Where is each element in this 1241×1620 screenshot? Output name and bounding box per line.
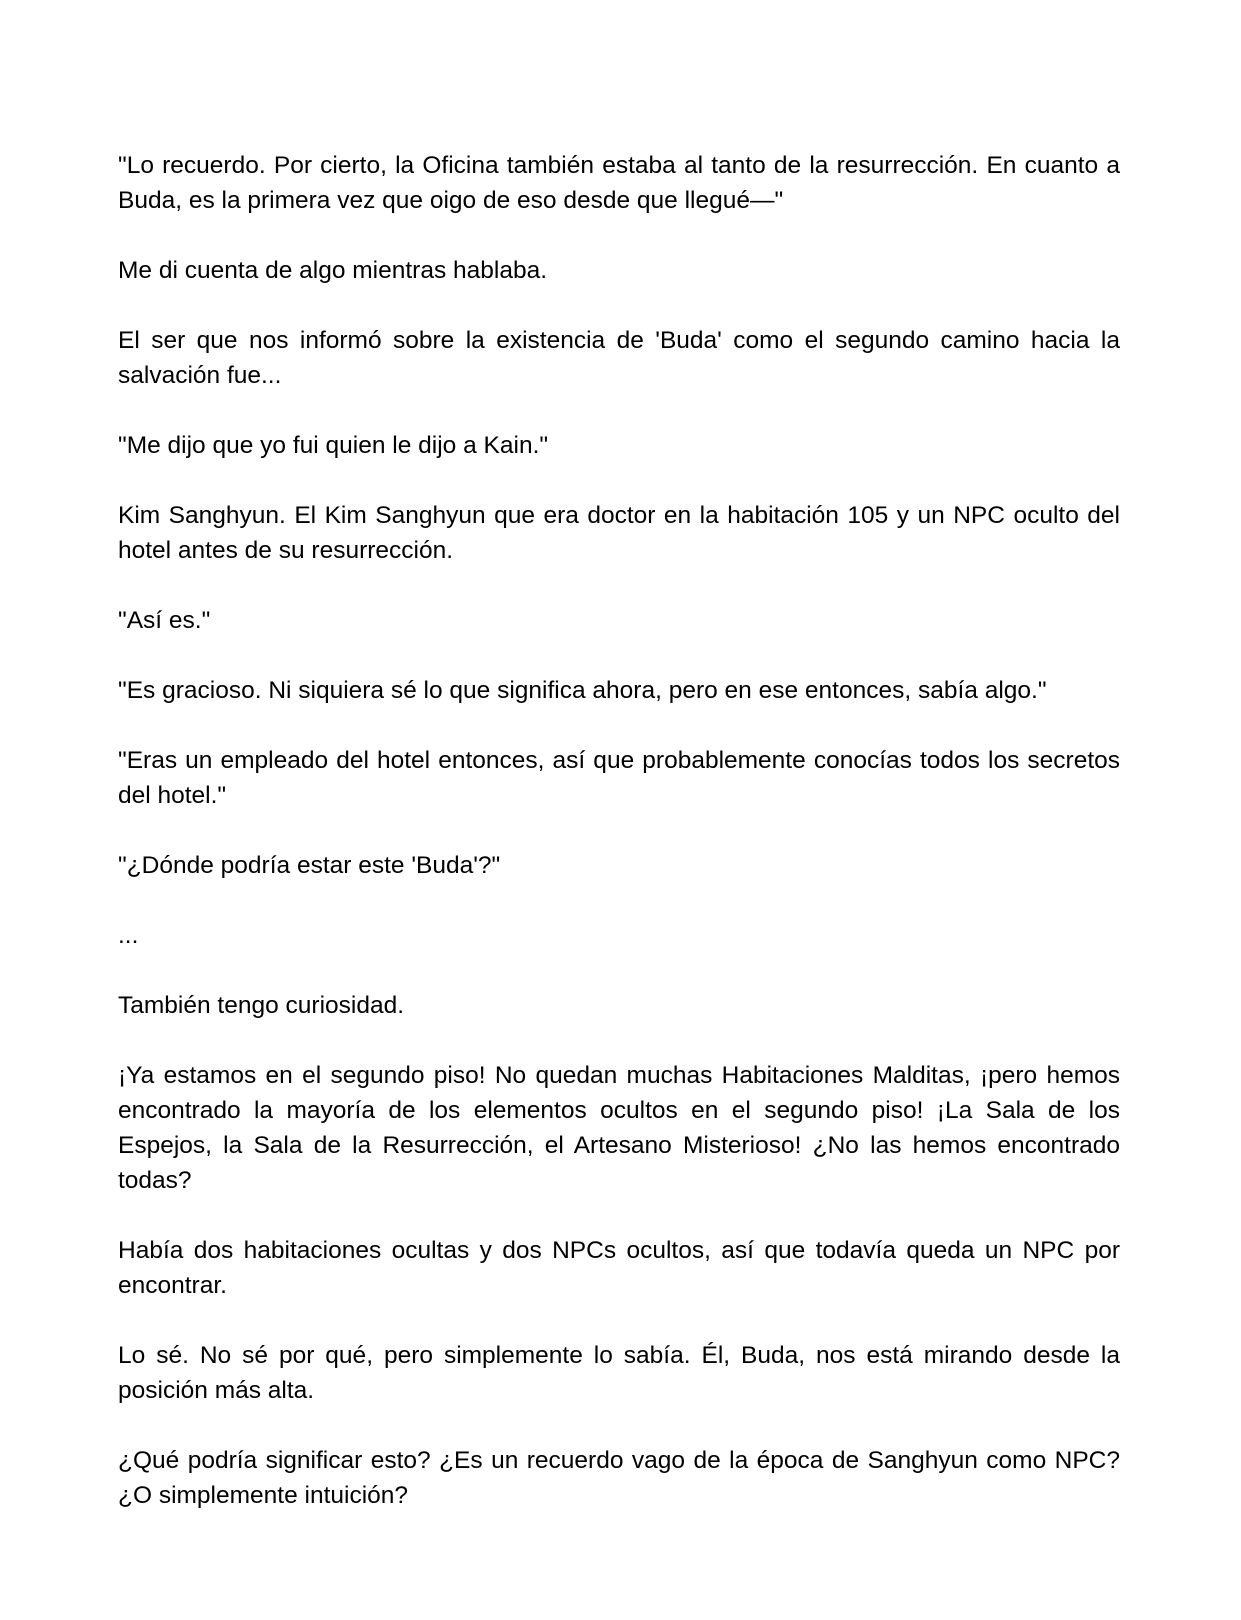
paragraph-1: "Lo recuerdo. Por cierto, la Oficina también estaba al tanto de la resurrección. En cuanto a Buda, es la primera vez que oigo de eso desde que llegué—": [118, 152, 1120, 214]
paragraph-13: Había dos habitaciones ocultas y dos NPCs ocultos, así que todavía queda un NPC por encontrar.: [118, 1237, 1120, 1299]
paragraph-4: "Me dijo que yo fui quien le dijo a Kain.": [118, 432, 549, 459]
paragraph-7: "Es gracioso. Ni siquiera sé lo que significa ahora, pero en ese entonces, sabía algo.": [118, 677, 1047, 704]
document-page: [118, 148, 1120, 1548]
paragraph-8: "Eras un empleado del hotel entonces, así que probablemente conocías todos los secretos del hotel.": [118, 747, 1120, 809]
paragraph-9: "¿Dónde podría estar este 'Buda'?": [118, 852, 501, 879]
paragraph-12: ¡Ya estamos en el segundo piso! No quedan muchas Habitaciones Malditas, ¡pero hemos encontrado la mayoría de los elementos ocultos en el segundo piso! ¡La Sala de los Espejos, la Sala de la Resurrección, el Artesano Misterioso! ¿No las hemos encontrado todas?: [118, 1062, 1120, 1194]
paragraph-2: Me di cuenta de algo mientras hablaba.: [118, 257, 548, 284]
paragraph-15: ¿Qué podría significar esto? ¿Es un recuerdo vago de la época de Sanghyun como NPC? ¿O simplemente intuición?: [118, 1447, 1120, 1509]
paragraph-6: "Así es.": [118, 607, 211, 634]
paragraph-3: El ser que nos informó sobre la existencia de 'Buda' como el segundo camino hacia la salvación fue...: [118, 327, 1120, 389]
paragraph-11: También tengo curiosidad.: [118, 992, 405, 1019]
paragraph-10: ...: [118, 922, 139, 949]
paragraph-5: Kim Sanghyun. El Kim Sanghyun que era doctor en la habitación 105 y un NPC oculto del hotel antes de su resurrección.: [118, 502, 1120, 564]
paragraph-14: Lo sé. No sé por qué, pero simplemente lo sabía. Él, Buda, nos está mirando desde la posición más alta.: [118, 1342, 1120, 1404]
